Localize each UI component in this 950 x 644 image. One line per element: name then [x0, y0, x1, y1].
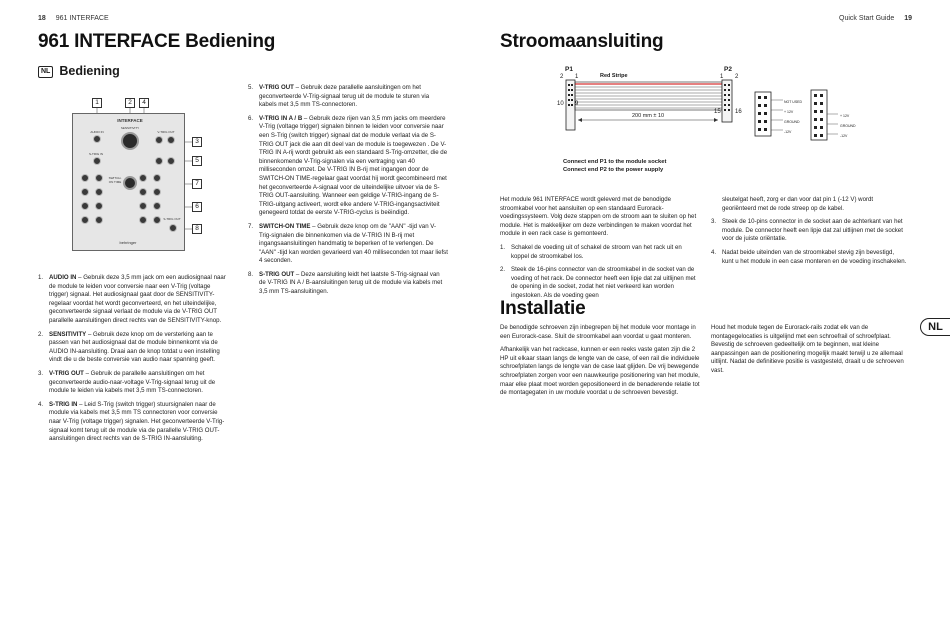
callout-2: 2 [125, 98, 135, 108]
panel-brand: INTERFACE [117, 118, 143, 123]
p2-label: P2 [724, 66, 732, 73]
installation-paragraph-2: Afhankelijk van het rackcase, kunnen er een reeks vaste gaten zijn die 2 HP uit elkaar staan langs de lengte van de case, of een rail die individuele schroefplaten langs de lengte van de case laat glijden. De vrij bewegende schroefplaten zorgen voor een nauwkeurige positionering van het module, maar elke plaat moet worden gepositioneerd in de benaderende relatie tot de montagegaten in uw module voordat u de schroeven bevestigt. [500, 346, 700, 397]
callout-3: 3 [192, 137, 202, 147]
right-page-number: 19 [904, 15, 912, 22]
power-intro: Het module 961 INTERFACE wordt geleverd met de benodigde stroomkabel voor het aansluiten op een standaard Eurorack-voedingssysteem. Volg deze stappen om de stroom aan te sluiten op het module. Het is makkelijker om deze verbindingen te maken voordat het module in een rack case is gemonteerd. [500, 196, 697, 238]
power-step-2: 2. Steek de 16-pins connector van de stroomkabel in de socket van de voeding of het rack. De connector heeft een lipje dat zal uitlijnen met de opening in de socket, zodat het niet verkeerd kan worden ingestoken. Als de voeding geen [500, 266, 696, 299]
right-header-title: Quick Start Guide [839, 15, 895, 22]
p2-pin-16-label: 16 [735, 109, 742, 115]
control-item-2: 2. SENSITIVITY – Gebruik deze knop om de versterking aan te passen van het audiosignaal dat de module binnenkomt via de AUDIO IN-aansluiting. Draai aan de knop totdat u een instelling vindt die u de beste conversie van audio naar spanning geeft. [38, 330, 220, 364]
language-side-tab: NL [920, 318, 950, 336]
callout-7: 7 [192, 179, 202, 189]
p1-label: P1 [565, 66, 573, 73]
control-item-6: 6. V-TRIG IN A / B – Gebruik deze rijen van 3,5 mm jacks om meerdere V-Trig (voltage trigger) signalen binnen te leiden voor conversie naar een S-Trig (switch trigger) signaal dat de module verlaat via de S-TRIG OUT jack die aan dit deel van de module is toegewezen . De V-TRIG IN A-rij wordt gebruikt als een standaard S-Trig-omzetter, die de binnenkomende V-Trig-signalen via een vertraging van 40 milliseconden omzet. De V-TRIG IN B-rij met ingangen door de SWITCH-ON TIME-regelaar gaat voordat hij wordt gecombineerd met het geconverteerde A-signaal voor de uiteindelijke uitvoer via de S-TRIG OUT-aansluiting. Wanneer een geldige V-TRIG-ingang de S-TRIG-uitgang activeert, wordt elke andere V-TRIG-ingangsactiviteit genegeerd totdat de eerste V-TRIG-cyclus is beëindigd. [248, 114, 448, 217]
control-item-1: 1. AUDIO IN – Gebruik deze 3,5 mm jack om een audiosignaal naar de module te leiden voor conversie naar een V-Trig (voltage trigger) signaal. Het audiosignaal gaat door de SENSITIVITY-regelaar voordat het wordt geconverteerd, en het uiteindelijke, geconverteerde signaal verlaat de module via de V-TRIG OUT parallelle aansluitingen direct rechts van de SENSITIVITY-knop. [38, 274, 226, 324]
power-step-2-continued: sleutelgat heeft, zorg er dan voor dat pin 1 (-12 V) wordt georiënteerd met de rode streep op de kabel. [722, 196, 874, 212]
control-item-5: 5. V-TRIG OUT – Gebruik deze parallelle aansluitingen om het geconverteerde V-Trig-signaal terug uit de module te sturen via kabels met 3,5 mm TS-connectoren. [248, 84, 430, 109]
red-stripe-label: Red Stripe [600, 73, 628, 79]
left-page-title: 961 INTERFACE Bediening [38, 31, 276, 52]
p1-pin-10-label: 10 [557, 101, 564, 107]
control-item-4: 4. S-TRIG IN – Leid S-Trig (switch trigger) stuursignalen naar de module via kabels met 3,5 mm TS connectoren voor conversie naar V-Trig (voltage trigger) signalen. Het geconverteerde V-Trig-signaal komt terug uit de module via de parallelle V-TRIG OUT-aansluitingen direct rechts van de S-TRIG IN-aansluiting. [38, 400, 225, 443]
p2-pin-15-label: 15 [714, 109, 721, 115]
subtitle-text: Bediening [59, 64, 120, 78]
power-step-4: 4. Nadat beide uiteinden van de stroomkabel stevig zijn bevestigd, kunt u het module in een case monteren en de voeding inschakelen. [711, 248, 907, 265]
p1-pin-1-label: 1 [575, 74, 579, 80]
installation-column-2 [711, 324, 907, 381]
left-header-title: 961 INTERFACE [55, 15, 109, 22]
control-item-3: 3. V-TRIG OUT – Gebruik de parallelle aansluitingen om het geconverteerde audio-naar-voltage V-Trig-signaal terug uit de module te leiden via kabels met 3,5 mm TS-connectoren. [38, 369, 216, 395]
panel-logo: behringer [119, 240, 137, 245]
installation-title: Installatie [500, 298, 586, 319]
control-item-7: 7. SWITCH-ON TIME – Gebruik deze knop om de "AAN" -tijd van V-Trig-signalen die binnenkomen via de V-TRIG IN B-rij met ingangsaansluitingen handmatig te beperken of te verlengen. De "AAN" -tijd kan worden gevarieerd van 40 milliseconden tot maar liefst 4 seconden. [248, 222, 448, 265]
p2-pin-2-label: 2 [735, 74, 739, 80]
diagram-captions [563, 158, 666, 174]
p1-pinout-labels: NOT USED + 12V GROUND -12V [784, 100, 803, 134]
power-step-1: 1. Schakel de voeding uit of schakel de stroom van het rack uit en koppel de stroomkabel los. [500, 243, 682, 260]
power-instructions-column-2 [711, 196, 907, 271]
panel-sensitivity-label: SENSITIVITY [120, 126, 140, 130]
left-page-number: 18 [38, 15, 46, 22]
installation-column-1 [500, 324, 700, 403]
power-instructions-column-1 [500, 196, 700, 306]
panel-strig-out-label: S-TRIG OUT [163, 217, 181, 221]
p1-pin-2-label: 2 [560, 74, 564, 80]
caption-p2: Connect end P2 to the power supply [563, 167, 664, 173]
callout-8: 8 [192, 224, 202, 234]
panel-switch-on-time-label: SWITCH-ON TIME [108, 176, 122, 184]
panel-vtrig-out-label: V-TRIG OUT [157, 130, 175, 134]
control-item-8: 8. S-TRIG OUT – Deze aansluiting leidt het laatste S-Trig-signaal van de V-TRIG IN A / B-aansluitingen terug uit de module via kabels met 3,5 mm TS-aansluitingen. [248, 270, 443, 296]
panel-strig-in-label: S-TRIG IN [89, 152, 103, 156]
p2-pin-1-label: 1 [720, 74, 724, 80]
panel-audio-in-label: AUDIO IN [90, 130, 104, 134]
caption-p1: Connect end P1 to the module socket [563, 159, 667, 165]
callout-4: 4 [139, 98, 149, 108]
installation-paragraph-3: Houd het module tegen de Eurorack-rails zodat elk van de montagegelocaties is uitgelijnd met een schroefrail of schroefplaat. Bevestig de schroeven gedeeltelijk om te beginnen, wat kleine aanpassingen aan de positionering mogelijk maakt terwijl u ze allemaal uitlijnt. Nadat de definitieve positie is vastgesteld, draait u de schroeven vast. [711, 324, 904, 374]
callout-1: 1 [92, 98, 102, 108]
cable-length-label: 200 mm ± 10 [632, 113, 665, 119]
p1-pin-9-label: 9 [575, 101, 579, 107]
p2-pinout-labels: + 12V GROUND -12V [840, 114, 856, 138]
installation-paragraph-1: De benodigde schroeven zijn inbegrepen bij het module voor montage in een Eurorack-case. Sluit de stroomkabel aan voordat u gaat monteren. [500, 324, 696, 340]
language-badge: NL [38, 66, 53, 78]
power-step-3: 3. Steek de 10-pins connector in de socket aan de achterkant van het module. De connector heeft een lipje dat zal uitlijnen met de socket voor de juiste oriëntatie. [711, 218, 903, 243]
callout-5: 5 [192, 156, 202, 166]
callout-6: 6 [192, 202, 202, 212]
right-page-title: Stroomaansluiting [500, 31, 664, 52]
